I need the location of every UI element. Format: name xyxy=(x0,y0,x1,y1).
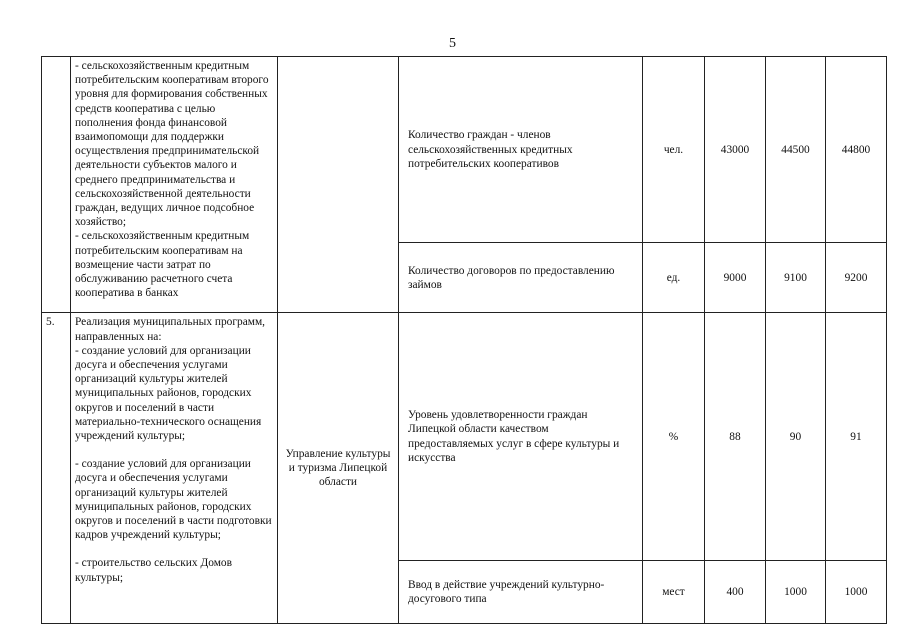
activity-cell xyxy=(71,57,278,313)
page-number: 5 xyxy=(449,36,456,51)
program-table xyxy=(41,56,887,624)
value-cell: 88 xyxy=(705,313,766,560)
indicator-name-cell: Уровень удовлетворенности граждан Липецкой области качеством предоставляемых услуг в сфере культуры и искусства xyxy=(399,313,643,560)
activity-paragraph: - создание условий для организации досуга и обеспечения услугами организаций культуры жителей муниципальных районов, городских округов и поселений в части материально-технического оснащения учреждений культуры; xyxy=(75,344,262,443)
activity-paragraph: Реализация муниципальных программ, направленных на: xyxy=(75,316,266,343)
unit-cell: чел. xyxy=(643,57,705,243)
table-row xyxy=(42,313,887,560)
indicator-name-cell: Количество граждан - членов сельскохозяйственных кредитных потребительских кооперативов xyxy=(399,57,643,243)
row-number-cell xyxy=(42,57,71,313)
activity-paragraph: - сельскохозяйственным кредитным потребительским кооперативам на возмещение части затрат по обслуживанию расчетного счета кооператива в банках xyxy=(75,230,250,300)
value-cell: 91 xyxy=(826,313,887,560)
value-cell: 9000 xyxy=(705,243,766,313)
value-cell: 44500 xyxy=(766,57,826,243)
executor-cell: Управление культуры и туризма Липецкой области xyxy=(278,313,399,624)
executor-cell xyxy=(278,57,399,313)
activity-paragraph: - строительство сельских Домов культуры; xyxy=(75,557,232,584)
row-number-cell: 5. xyxy=(42,313,71,624)
value-cell: 1000 xyxy=(826,560,887,623)
value-cell: 1000 xyxy=(766,560,826,623)
value-cell: 43000 xyxy=(705,57,766,243)
activity-paragraph: - создание условий для организации досуга и обеспечения услугами организаций культуры жителей муниципальных районов, городских округов и поселений в части подготовки кадров учреждений культуры; xyxy=(75,458,272,542)
value-cell: 44800 xyxy=(826,57,887,243)
value-cell: 9100 xyxy=(766,243,826,313)
unit-cell: мест xyxy=(643,560,705,623)
unit-cell: ед. xyxy=(643,243,705,313)
indicator-name-cell: Ввод в действие учреждений культурно-досугового типа xyxy=(399,560,643,623)
table-row xyxy=(42,57,887,243)
value-cell: 400 xyxy=(705,560,766,623)
unit-cell: % xyxy=(643,313,705,560)
activity-paragraph: - сельскохозяйственным кредитным потребительским кооперативам второго уровня для формирования собственных средств кооператива с целью пополнения фонда финансовой взаимопомощи для поддержки осуществления предпринимательской деятельности субъектов малого и среднего предпринимательства и сельскохозяйственной деятельности граждан, ведущих личное подсобное хозяйство; xyxy=(75,60,269,229)
indicator-name-cell: Количество договоров по предоставлению займов xyxy=(399,243,643,313)
value-cell: 90 xyxy=(766,313,826,560)
activity-cell xyxy=(71,313,278,624)
value-cell: 9200 xyxy=(826,243,887,313)
